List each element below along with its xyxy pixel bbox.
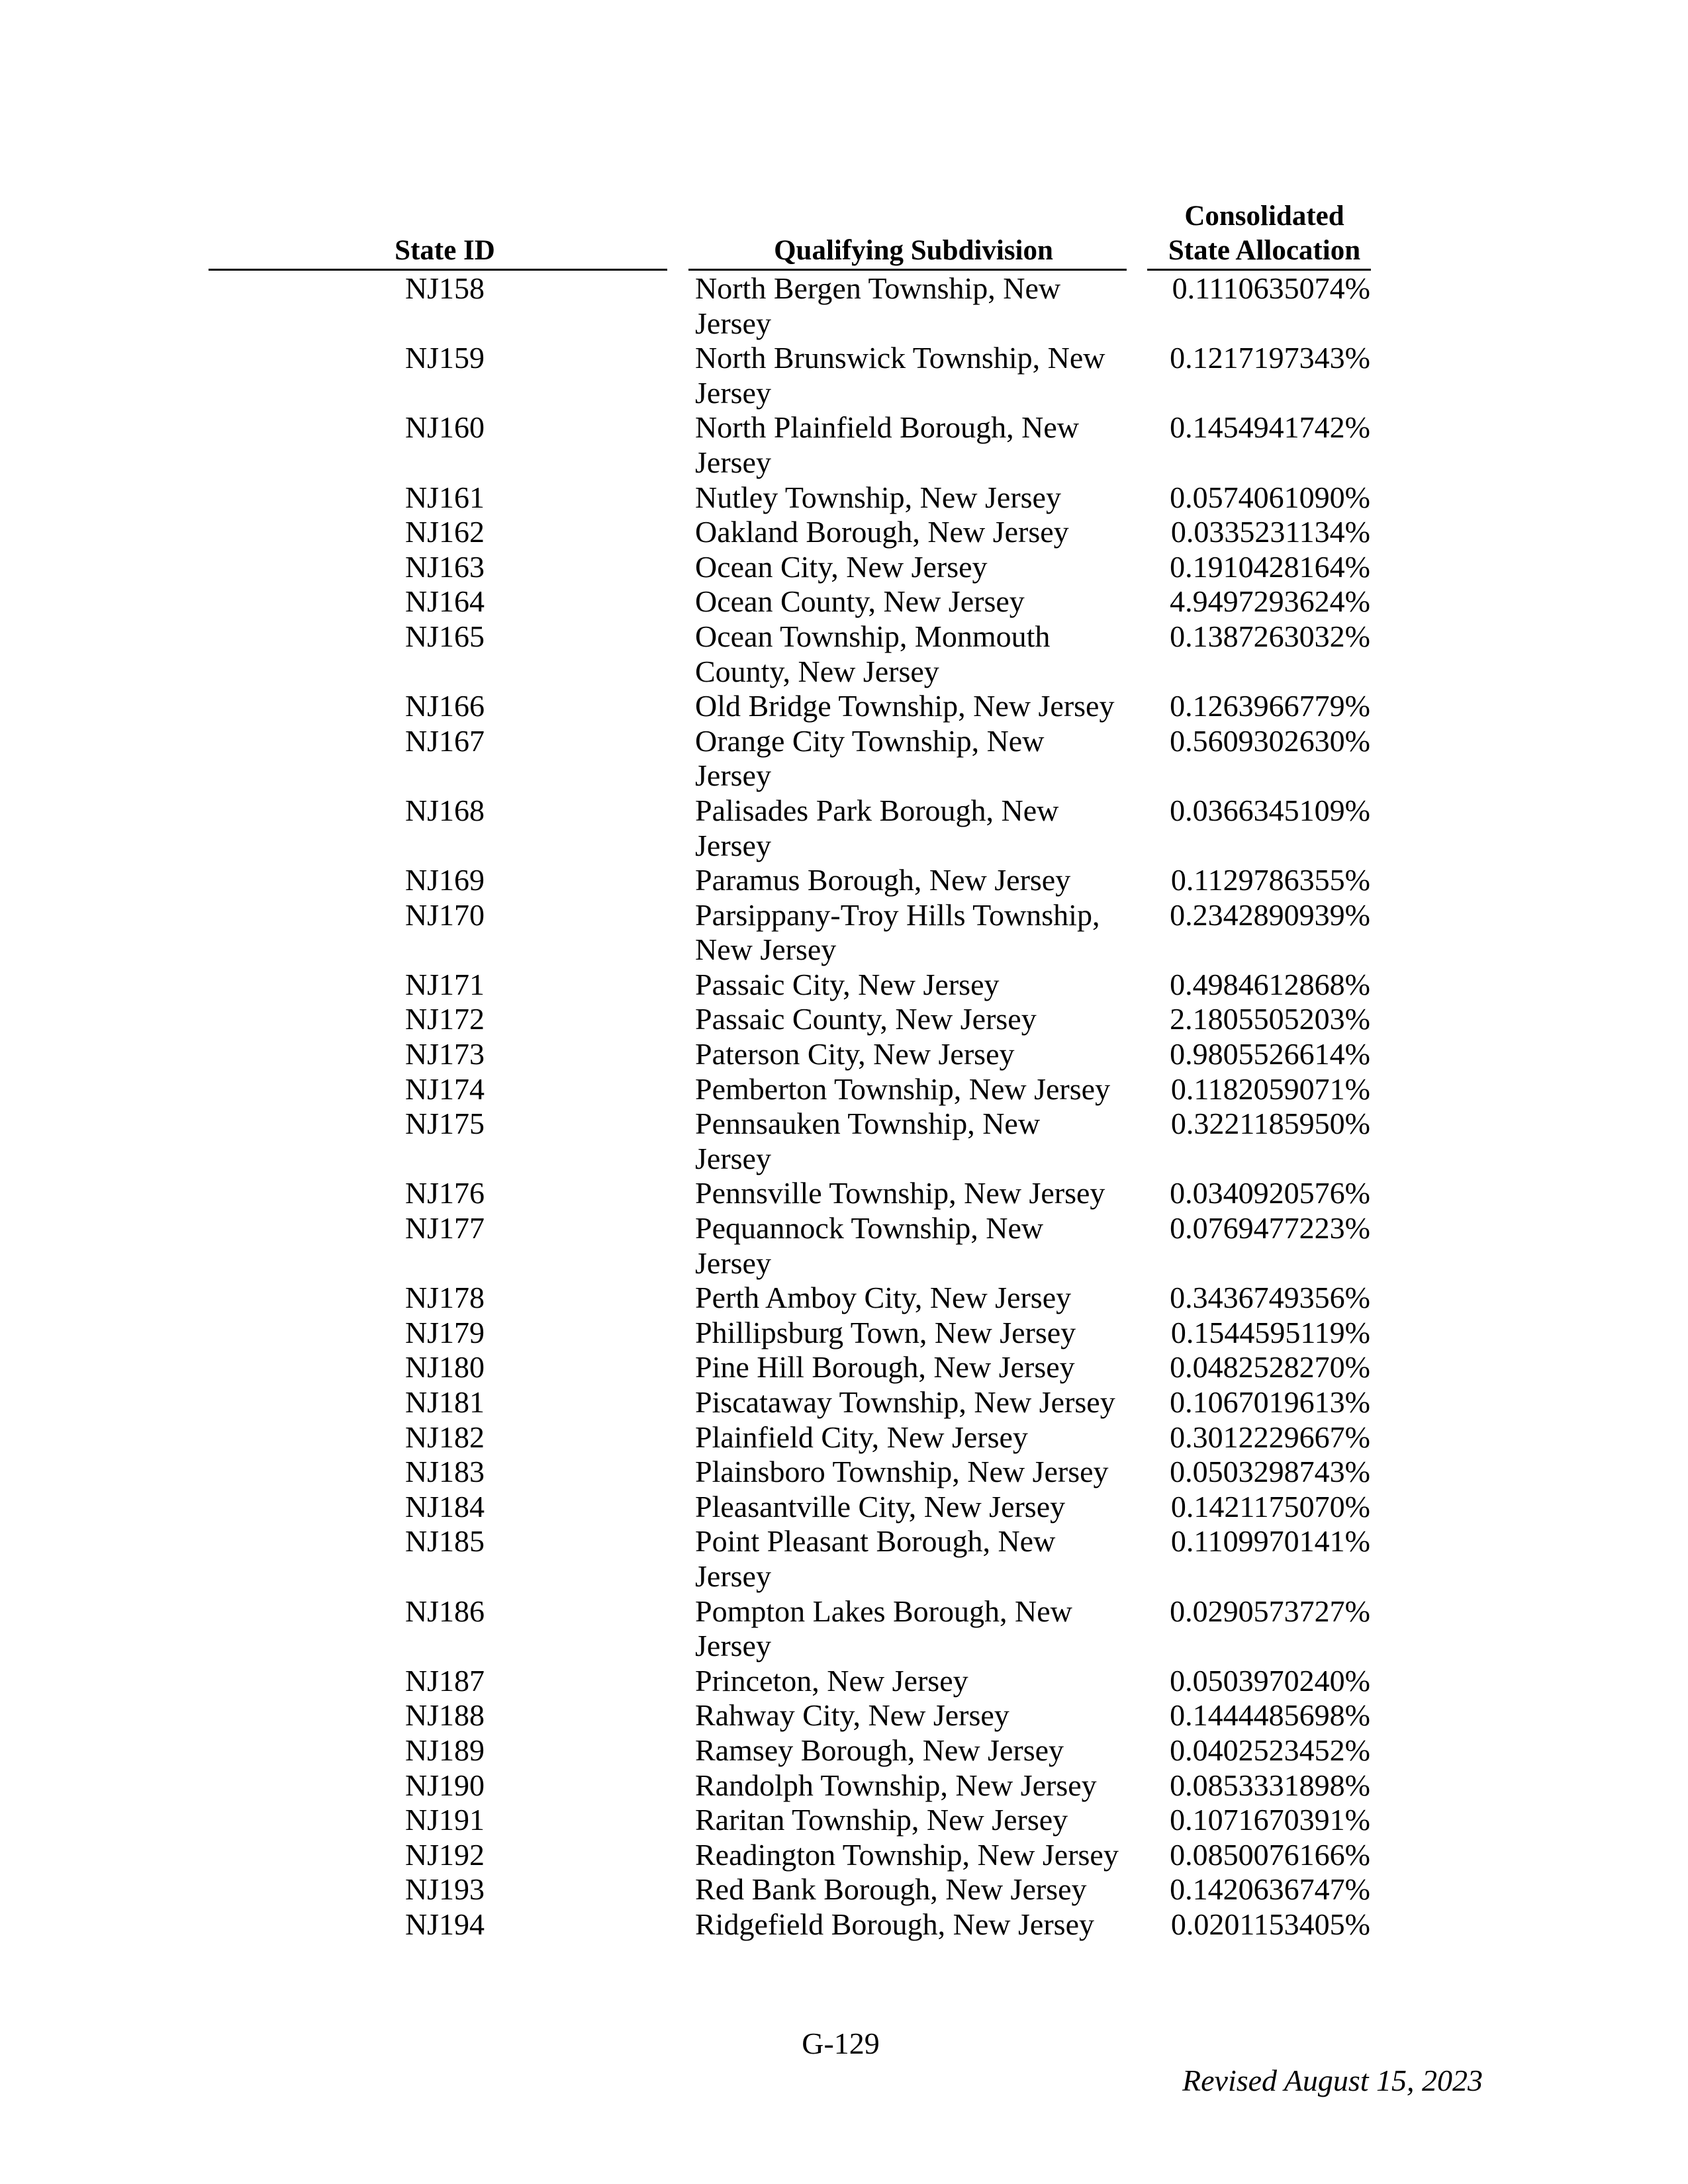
table-row [0,1385,1688,1420]
allocation-cell: 0.0201153405% [1170,1907,1370,1941]
subdivision-cell [695,863,1132,898]
subdivision-cell [695,1524,1132,1594]
state-id-cell: NJ175 [404,1107,485,1141]
allocation-cell: 0.0340920576% [1170,1176,1370,1210]
allocation-cell: 0.1544595119% [1170,1315,1370,1349]
table-row [0,1316,1688,1351]
state-id-cell: NJ166 [404,689,485,723]
header-rule-allocation [1147,269,1371,271]
subdivision-line: Pemberton Township, New Jersey [695,1071,1111,1106]
table-row [0,1907,1688,1942]
subdivision-cell [695,689,1132,724]
header-qualifying-subdivision: Qualifying Subdivision [774,235,1053,266]
state-id-cell: NJ185 [404,1524,485,1559]
subdivision-cell [695,1803,1132,1838]
allocation-cell: 0.9805526614% [1170,1037,1370,1071]
table-row [0,724,1688,794]
allocation-cell: 0.1217197343% [1170,341,1370,375]
allocation-cell: 0.0853331898% [1170,1768,1370,1802]
state-id-cell: NJ187 [404,1663,485,1698]
allocation-cell: 0.1444485698% [1170,1698,1370,1733]
state-id-cell: NJ190 [404,1768,485,1802]
state-id-cell: NJ192 [404,1837,485,1872]
subdivision-cell [695,1316,1132,1351]
subdivision-cell [695,1211,1132,1281]
allocation-cell: 0.0503298743% [1170,1455,1370,1489]
table-row [0,1664,1688,1699]
subdivision-line: Pleasantville City, New Jersey [695,1489,1066,1524]
subdivision-line: Red Bank Borough, New Jersey [695,1872,1087,1907]
allocation-cell: 0.2342890939% [1170,897,1370,932]
header-allocation-line-1: Consolidated [1184,201,1344,232]
subdivision-cell [695,1281,1132,1316]
subdivision-cell [695,619,1132,689]
table-row [0,794,1688,863]
subdivision-line: Pompton Lakes Borough, New [695,1594,1072,1628]
allocation-cell: 0.3436749356% [1170,1281,1370,1315]
subdivision-cell [695,1002,1132,1037]
subdivision-line: Paramus Borough, New Jersey [695,863,1071,897]
state-id-cell: NJ183 [404,1455,485,1489]
subdivision-line: Jersey [695,758,771,793]
subdivision-cell [695,1455,1132,1490]
subdivision-line: Ocean County, New Jersey [695,584,1025,619]
table-row [0,1107,1688,1176]
allocation-cell: 0.1421175070% [1170,1489,1370,1524]
subdivision-cell [695,515,1132,550]
subdivision-line: Randolph Township, New Jersey [695,1768,1097,1802]
subdivision-line: Jersey [695,1141,771,1175]
state-id-cell: NJ177 [404,1211,485,1246]
table-row [0,619,1688,689]
state-id-cell: NJ158 [404,271,485,305]
state-id-cell: NJ182 [404,1420,485,1454]
state-id-cell: NJ181 [404,1385,485,1419]
state-id-cell: NJ168 [404,793,485,827]
subdivision-line: Old Bridge Township, New Jersey [695,689,1115,723]
state-id-cell: NJ179 [404,1315,485,1349]
subdivision-line: Pennsauken Township, New [695,1107,1041,1141]
state-id-cell: NJ193 [404,1872,485,1907]
state-id-cell: NJ189 [404,1733,485,1767]
subdivision-line: Orange City Township, New [695,723,1045,758]
allocation-cell: 0.1067019613% [1170,1385,1370,1419]
subdivision-line: Readington Township, New Jersey [695,1837,1119,1872]
table-row [0,863,1688,898]
table-row [0,1872,1688,1907]
allocation-cell: 0.1071670391% [1170,1803,1370,1837]
table-row [0,1490,1688,1525]
allocation-cell: 0.1263966779% [1170,689,1370,723]
state-id-cell: NJ172 [404,1002,485,1036]
allocation-cell: 0.1420636747% [1170,1872,1370,1907]
page-number: G-129 [802,2026,880,2060]
state-id-cell: NJ165 [404,619,485,653]
state-id-cell: NJ161 [404,480,485,514]
state-id-cell: NJ167 [404,723,485,758]
subdivision-line: Pine Hill Borough, New Jersey [695,1350,1075,1385]
allocation-cell: 0.0503970240% [1170,1663,1370,1698]
subdivision-line: Raritan Township, New Jersey [695,1803,1068,1837]
subdivision-line: Point Pleasant Borough, New [695,1524,1056,1559]
subdivision-cell [695,410,1132,480]
table-row [0,1002,1688,1037]
table-row [0,1594,1688,1664]
header-state-id: State ID [395,235,495,266]
allocation-table-body [0,271,1688,1942]
table-row [0,584,1688,619]
table-row [0,1072,1688,1107]
subdivision-line: Pennsville Township, New Jersey [695,1176,1105,1210]
subdivision-cell [695,794,1132,863]
state-id-cell: NJ194 [404,1907,485,1941]
allocation-cell: 0.0290573727% [1170,1594,1370,1628]
state-id-cell: NJ170 [404,897,485,932]
subdivision-cell [695,898,1132,968]
table-row [0,1211,1688,1281]
subdivision-line: Parsippany-Troy Hills Township, [695,897,1100,932]
subdivision-line: Passaic County, New Jersey [695,1002,1037,1036]
subdivision-line: Jersey [695,828,771,862]
table-row [0,968,1688,1003]
allocation-cell: 0.0850076166% [1170,1837,1370,1872]
table-row [0,550,1688,585]
subdivision-cell [695,1664,1132,1699]
subdivision-line: Palisades Park Borough, New [695,793,1059,827]
table-row [0,1698,1688,1733]
allocation-cell: 0.3012229667% [1170,1420,1370,1454]
revision-date: Revised August 15, 2023 [1182,2064,1483,2097]
table-row [0,689,1688,724]
allocation-cell: 2.1805505203% [1170,1002,1370,1036]
subdivision-cell [695,724,1132,794]
table-row [0,271,1688,341]
allocation-cell: 0.0482528270% [1170,1350,1370,1385]
header-rule-subdivision [688,269,1127,271]
subdivision-line: Plainfield City, New Jersey [695,1420,1028,1454]
subdivision-cell [695,1490,1132,1525]
allocation-cell: 0.0574061090% [1170,480,1370,514]
allocation-cell: 0.1387263032% [1170,619,1370,653]
allocation-cell: 0.3221185950% [1170,1107,1370,1141]
subdivision-cell [695,1072,1132,1107]
allocation-cell: 0.0402523452% [1170,1733,1370,1767]
table-row [0,1176,1688,1211]
subdivision-cell [695,968,1132,1003]
subdivision-line: Jersey [695,1629,771,1663]
allocation-cell: 0.0335231134% [1170,515,1370,549]
subdivision-line: Jersey [695,1559,771,1593]
subdivision-line: Jersey [695,375,771,410]
table-row [0,1838,1688,1873]
state-id-cell: NJ163 [404,549,485,584]
state-id-cell: NJ171 [404,967,485,1001]
subdivision-cell [695,271,1132,341]
allocation-cell: 0.1109970141% [1170,1524,1370,1559]
subdivision-cell [695,480,1132,516]
allocation-cell: 0.4984612868% [1170,967,1370,1001]
subdivision-line: North Brunswick Township, New [695,341,1105,375]
subdivision-line: Nutley Township, New Jersey [695,480,1061,514]
state-id-cell: NJ188 [404,1698,485,1733]
subdivision-line: Ridgefield Borough, New Jersey [695,1907,1094,1941]
table-row [0,1281,1688,1316]
subdivision-cell [695,1594,1132,1664]
table-row [0,1524,1688,1594]
subdivision-cell [695,1838,1132,1873]
subdivision-line: County, New Jersey [695,654,939,688]
header-allocation-line-2: State Allocation [1168,235,1361,266]
subdivision-line: Passaic City, New Jersey [695,967,1000,1001]
subdivision-line: New Jersey [695,933,837,967]
table-row [0,1455,1688,1490]
subdivision-line: Jersey [695,306,771,340]
subdivision-cell [695,1698,1132,1733]
subdivision-line: Ocean Township, Monmouth [695,619,1051,653]
table-row [0,1037,1688,1072]
subdivision-cell [695,550,1132,585]
allocation-cell: 0.1110635074% [1172,271,1370,305]
subdivision-line: Oakland Borough, New Jersey [695,515,1069,549]
table-row [0,1803,1688,1838]
state-id-cell: NJ176 [404,1176,485,1210]
allocation-cell: 0.5609302630% [1170,723,1370,758]
allocation-cell: 0.0366345109% [1170,793,1370,827]
state-id-cell: NJ169 [404,863,485,897]
subdivision-line: Jersey [695,445,771,479]
allocation-cell: 0.0769477223% [1170,1211,1370,1246]
state-id-cell: NJ180 [404,1350,485,1385]
subdivision-line: Rahway City, New Jersey [695,1698,1009,1733]
subdivision-cell [695,1768,1132,1803]
subdivision-cell [695,1385,1132,1420]
state-id-cell: NJ191 [404,1803,485,1837]
subdivision-cell [695,584,1132,619]
allocation-cell: 0.1129786355% [1170,863,1370,897]
table-row [0,410,1688,480]
state-id-cell: NJ159 [404,341,485,375]
state-id-cell: NJ162 [404,515,485,549]
subdivision-cell [695,1176,1132,1211]
header-rule-state-id [209,269,667,271]
allocation-cell: 0.1182059071% [1170,1071,1370,1106]
state-id-cell: NJ178 [404,1281,485,1315]
state-id-cell: NJ160 [404,410,485,445]
table-row [0,480,1688,516]
state-id-cell: NJ173 [404,1037,485,1071]
subdivision-cell [695,1872,1132,1907]
subdivision-line: Jersey [695,1246,771,1280]
table-row [0,515,1688,550]
subdivision-cell [695,1907,1132,1942]
table-row [0,898,1688,968]
subdivision-line: Ocean City, New Jersey [695,549,988,584]
table-row [0,1420,1688,1455]
subdivision-line: North Plainfield Borough, New [695,410,1080,445]
subdivision-line: Perth Amboy City, New Jersey [695,1281,1072,1315]
state-id-cell: NJ164 [404,584,485,619]
subdivision-cell [695,341,1132,410]
subdivision-cell [695,1107,1132,1176]
table-row [0,1768,1688,1803]
subdivision-line: North Bergen Township, New [695,271,1061,305]
allocation-cell: 0.1910428164% [1170,549,1370,584]
state-id-cell: NJ184 [404,1489,485,1524]
subdivision-line: Pequannock Township, New [695,1211,1044,1246]
subdivision-cell [695,1037,1132,1072]
subdivision-line: Paterson City, New Jersey [695,1037,1015,1071]
subdivision-line: Princeton, New Jersey [695,1663,968,1698]
state-id-cell: NJ186 [404,1594,485,1628]
allocation-cell: 4.9497293624% [1170,584,1370,619]
table-row [0,341,1688,410]
subdivision-line: Ramsey Borough, New Jersey [695,1733,1064,1767]
subdivision-cell [695,1733,1132,1768]
subdivision-line: Piscataway Township, New Jersey [695,1385,1115,1419]
allocation-cell: 0.1454941742% [1170,410,1370,445]
subdivision-cell [695,1350,1132,1385]
table-row [0,1733,1688,1768]
subdivision-line: Plainsboro Township, New Jersey [695,1455,1109,1489]
table-row [0,1350,1688,1385]
state-id-cell: NJ174 [404,1071,485,1106]
subdivision-cell [695,1420,1132,1455]
subdivision-line: Phillipsburg Town, New Jersey [695,1315,1076,1349]
